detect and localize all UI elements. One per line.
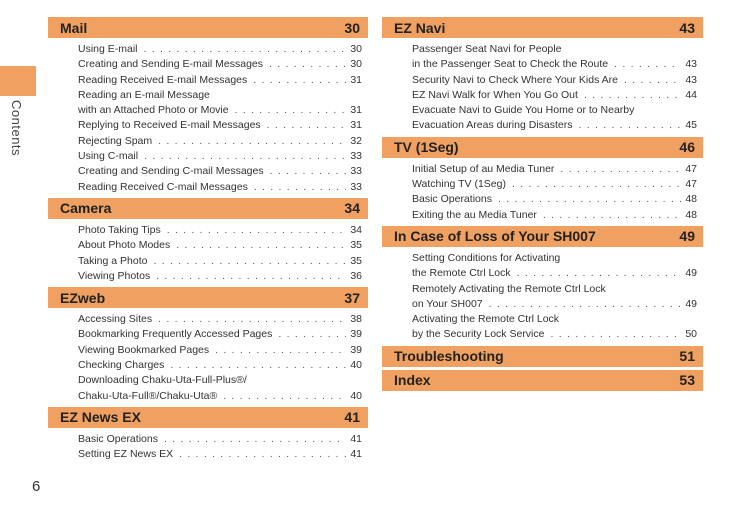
entry-page: 32: [350, 134, 362, 147]
entry-line: [412, 192, 697, 207]
dot-leader: [489, 297, 682, 312]
entry-page: 49: [685, 267, 697, 280]
entry-line: [78, 57, 362, 72]
toc-entry[interactable]: [412, 312, 697, 343]
toc-section-ez-navi: [382, 17, 703, 137]
section-page: 34: [344, 200, 360, 217]
dot-leader: [498, 192, 681, 207]
entry-label: Passenger Seat Navi for People: [412, 43, 562, 55]
section-title: Mail: [60, 19, 88, 36]
toc-column-right: [382, 17, 703, 394]
entry-line: [78, 327, 362, 342]
toc-entry[interactable]: [412, 177, 697, 192]
side-tab-marker: [0, 66, 36, 96]
entry-page: 48: [685, 208, 697, 221]
section-header[interactable]: [382, 137, 703, 158]
dot-leader: [267, 118, 347, 133]
toc-column-left: [48, 17, 368, 466]
dot-leader: [584, 88, 681, 103]
entry-page: 47: [685, 178, 697, 191]
entry-label: on Your SH007: [412, 297, 483, 310]
toc-entry[interactable]: [412, 162, 697, 177]
dot-leader: [560, 162, 681, 177]
section-entries: [48, 38, 368, 198]
dot-leader: [512, 177, 681, 192]
dot-leader: [550, 327, 681, 342]
toc-entry[interactable]: [78, 343, 362, 358]
toc-entry[interactable]: [78, 223, 362, 238]
dot-leader: [254, 180, 346, 195]
entry-label: Chaku-Uta-Full®/Chaku-Uta®: [78, 389, 218, 402]
entry-line: [78, 134, 362, 149]
entry-label: Basic Operations: [412, 193, 492, 206]
entry-page: 40: [350, 389, 362, 402]
toc-entry[interactable]: [78, 269, 362, 284]
toc-entry[interactable]: [78, 180, 362, 195]
section-page: 46: [679, 139, 695, 156]
dot-leader: [156, 269, 346, 284]
entry-line: [78, 103, 362, 118]
section-page: 51: [679, 348, 695, 365]
entry-page: 33: [350, 150, 362, 163]
dot-leader: [253, 73, 346, 88]
toc-section-ezweb: [48, 287, 368, 407]
entry-label: Activating the Remote Ctrl Lock: [412, 313, 560, 326]
entry-line: [412, 208, 697, 223]
entry-page: 43: [685, 73, 697, 86]
entry-label: Setting Conditions for Activating: [412, 251, 561, 264]
toc-entry[interactable]: [78, 373, 362, 404]
section-entries: [382, 391, 703, 394]
entry-label: Security Navi to Check Where Your Kids Are: [412, 73, 619, 86]
entry-page: 49: [685, 297, 697, 310]
toc-entry[interactable]: [78, 118, 362, 133]
toc-entry[interactable]: [78, 149, 362, 164]
entry-label: Exiting the au Media Tuner: [412, 208, 537, 221]
toc-entry[interactable]: [78, 57, 362, 72]
entry-label: Basic Operations: [78, 432, 158, 445]
entry-label: Setting EZ News EX: [78, 448, 174, 461]
entry-page: 39: [350, 343, 362, 356]
entry-label: Viewing Photos: [78, 269, 151, 282]
side-label: Contents: [9, 100, 24, 157]
section-page: 41: [344, 409, 360, 426]
section-header[interactable]: [382, 346, 703, 367]
section-page: 49: [679, 228, 695, 245]
entry-label: Reading an E-mail Message: [78, 88, 210, 101]
entry-line: [412, 73, 697, 88]
entry-line: [78, 358, 362, 373]
entry-label: Watching TV (1Seg): [412, 178, 506, 191]
entry-line: [412, 177, 697, 192]
entry-page: 41: [350, 448, 362, 461]
section-header[interactable]: [382, 226, 703, 247]
toc-entry[interactable]: [78, 432, 362, 447]
dot-leader: [269, 57, 346, 72]
dot-leader: [158, 312, 346, 327]
toc-section-tv-1seg: [382, 137, 703, 226]
dot-leader: [144, 149, 346, 164]
dot-leader: [543, 208, 681, 223]
section-entries: [48, 428, 368, 466]
entry-line: [78, 42, 362, 57]
dot-leader: [215, 343, 346, 358]
section-entries: [48, 219, 368, 287]
entry-page: 47: [685, 162, 697, 175]
toc-entry[interactable]: [412, 192, 697, 207]
entry-label: Downloading Chaku-Uta-Full-Plus®/: [78, 374, 247, 387]
dot-leader: [270, 164, 347, 179]
entry-label: About Photo Modes: [78, 239, 171, 252]
entry-label: Accessing Sites: [78, 313, 153, 326]
toc-entry[interactable]: [78, 358, 362, 373]
toc-entry[interactable]: [78, 447, 362, 462]
section-entries: [382, 158, 703, 226]
entry-page: 44: [685, 88, 697, 101]
section-header[interactable]: [48, 198, 368, 219]
section-title: EZ Navi: [394, 19, 446, 36]
entry-line: [78, 73, 362, 88]
entry-page: 30: [350, 58, 362, 71]
entry-label: Evacuate Navi to Guide You Home or to Nearby: [412, 104, 635, 117]
dot-leader: [579, 118, 682, 133]
entry-label: Evacuation Areas during Disasters: [412, 119, 573, 132]
entry-page: 34: [350, 223, 362, 236]
dot-leader: [179, 447, 346, 462]
toc-entry[interactable]: [78, 312, 362, 327]
entry-page: 48: [685, 193, 697, 206]
dot-leader: [278, 327, 346, 342]
section-page: 37: [344, 289, 360, 306]
entry-line: [78, 254, 362, 269]
entry-page: 30: [350, 43, 362, 55]
entry-label: Checking Charges: [78, 359, 165, 372]
entry-line: [78, 343, 362, 358]
section-title: Troubleshooting: [394, 348, 504, 365]
section-title: EZweb: [60, 289, 106, 306]
entry-line: [412, 297, 697, 312]
entry-line: [78, 118, 362, 133]
toc-entry[interactable]: [412, 42, 697, 73]
entry-label: Replying to Received E-mail Messages: [78, 119, 261, 132]
dot-leader: [167, 223, 347, 238]
entry-page: 31: [350, 73, 362, 86]
entry-line: [78, 389, 362, 404]
toc-entry[interactable]: [78, 88, 362, 119]
entry-label: Initial Setup of au Media Tuner: [412, 162, 555, 175]
section-header[interactable]: [48, 17, 368, 38]
entry-page: 50: [685, 328, 697, 341]
entry-line: [78, 164, 362, 179]
entry-label: by the Security Lock Service: [412, 328, 545, 341]
entry-line: [78, 149, 362, 164]
toc-entry[interactable]: [412, 282, 697, 313]
entry-label: Photo Taking Tips: [78, 223, 161, 236]
entry-label: in the Passenger Seat to Check the Route: [412, 58, 609, 71]
entry-label: Reading Received C-mail Messages: [78, 180, 248, 193]
toc-entry[interactable]: [412, 208, 697, 223]
entry-page: 39: [350, 328, 362, 341]
entry-line: [412, 118, 697, 133]
entry-line: [412, 57, 697, 72]
entry-page: 40: [350, 359, 362, 372]
entry-line: [78, 238, 362, 253]
entry-line: [412, 88, 697, 103]
toc-section-camera: [48, 198, 368, 287]
entry-line: [412, 162, 697, 177]
toc-entry[interactable]: [78, 164, 362, 179]
toc-entry[interactable]: [78, 42, 362, 57]
dot-leader: [176, 238, 346, 253]
dot-leader: [614, 57, 681, 72]
section-header[interactable]: [48, 407, 368, 428]
dot-leader: [153, 254, 346, 269]
page-number: 6: [32, 478, 41, 495]
entry-label: Bookmarking Frequently Accessed Pages: [78, 328, 273, 341]
entry-label: Creating and Sending E-mail Messages: [78, 58, 264, 71]
entry-label: Reading Received E-mail Messages: [78, 73, 248, 86]
toc-section-in-case-of-loss-of-your-sh007: [382, 226, 703, 346]
section-title: Index: [394, 372, 431, 389]
section-title: In Case of Loss of Your SH007: [394, 228, 596, 245]
entry-line: [78, 447, 362, 462]
entry-page: 38: [350, 313, 362, 326]
entry-label: Rejecting Spam: [78, 134, 153, 147]
entry-page: 31: [350, 119, 362, 132]
entry-page: 33: [350, 165, 362, 178]
section-page: 53: [679, 372, 695, 389]
entry-label: Creating and Sending C-mail Messages: [78, 165, 264, 178]
entry-label: Using E-mail: [78, 43, 138, 55]
dot-leader: [144, 42, 347, 57]
entry-label: Remotely Activating the Remote Ctrl Lock: [412, 282, 606, 295]
entry-page: 35: [350, 254, 362, 267]
entry-page: 35: [350, 239, 362, 252]
entry-line: [78, 180, 362, 195]
entry-label: EZ Navi Walk for When You Go Out: [412, 88, 578, 101]
toc-entry[interactable]: [412, 103, 697, 134]
section-page: 43: [679, 19, 695, 36]
toc-entry[interactable]: [412, 73, 697, 88]
entry-line: [78, 223, 362, 238]
entry-label: Using C-mail: [78, 150, 139, 163]
entry-line: [412, 266, 697, 281]
entry-page: 36: [350, 269, 362, 282]
section-entries: [382, 247, 703, 346]
toc-entry[interactable]: [78, 254, 362, 269]
toc-entry[interactable]: [78, 134, 362, 149]
section-title: EZ News EX: [60, 409, 141, 426]
entry-label: with an Attached Photo or Movie: [78, 104, 229, 117]
entry-label: the Remote Ctrl Lock: [412, 267, 511, 280]
section-header[interactable]: [382, 17, 703, 38]
dot-leader: [235, 103, 347, 118]
toc-entry[interactable]: [78, 327, 362, 342]
dot-leader: [624, 73, 681, 88]
section-entries: [48, 308, 368, 407]
entry-page: 45: [685, 119, 697, 132]
section-header[interactable]: [48, 287, 368, 308]
entry-label: Taking a Photo: [78, 254, 148, 267]
entry-page: 33: [350, 180, 362, 193]
toc-section-troubleshooting: [382, 346, 703, 370]
dot-leader: [158, 134, 346, 149]
entry-line: [78, 269, 362, 284]
toc-entry[interactable]: [78, 238, 362, 253]
section-title: Camera: [60, 200, 112, 217]
dot-leader: [170, 358, 346, 373]
dot-leader: [164, 432, 346, 447]
entry-line: [412, 327, 697, 342]
dot-leader: [223, 389, 346, 404]
section-entries: [382, 38, 703, 137]
toc-section-index: [382, 370, 703, 394]
section-page: 30: [344, 19, 360, 36]
toc-entry[interactable]: [78, 73, 362, 88]
entry-page: 43: [685, 58, 697, 71]
toc-entry[interactable]: [412, 251, 697, 282]
dot-leader: [517, 266, 682, 281]
entry-page: 31: [350, 104, 362, 117]
entry-line: [78, 432, 362, 447]
entry-line: [78, 312, 362, 327]
entry-label: Viewing Bookmarked Pages: [78, 343, 210, 356]
entry-page: 41: [350, 432, 362, 445]
section-title: TV (1Seg): [394, 139, 459, 156]
toc-section-ez-news-ex: [48, 407, 368, 466]
toc-entry[interactable]: [412, 88, 697, 103]
section-header[interactable]: [382, 370, 703, 391]
toc-section-mail: [48, 17, 368, 198]
